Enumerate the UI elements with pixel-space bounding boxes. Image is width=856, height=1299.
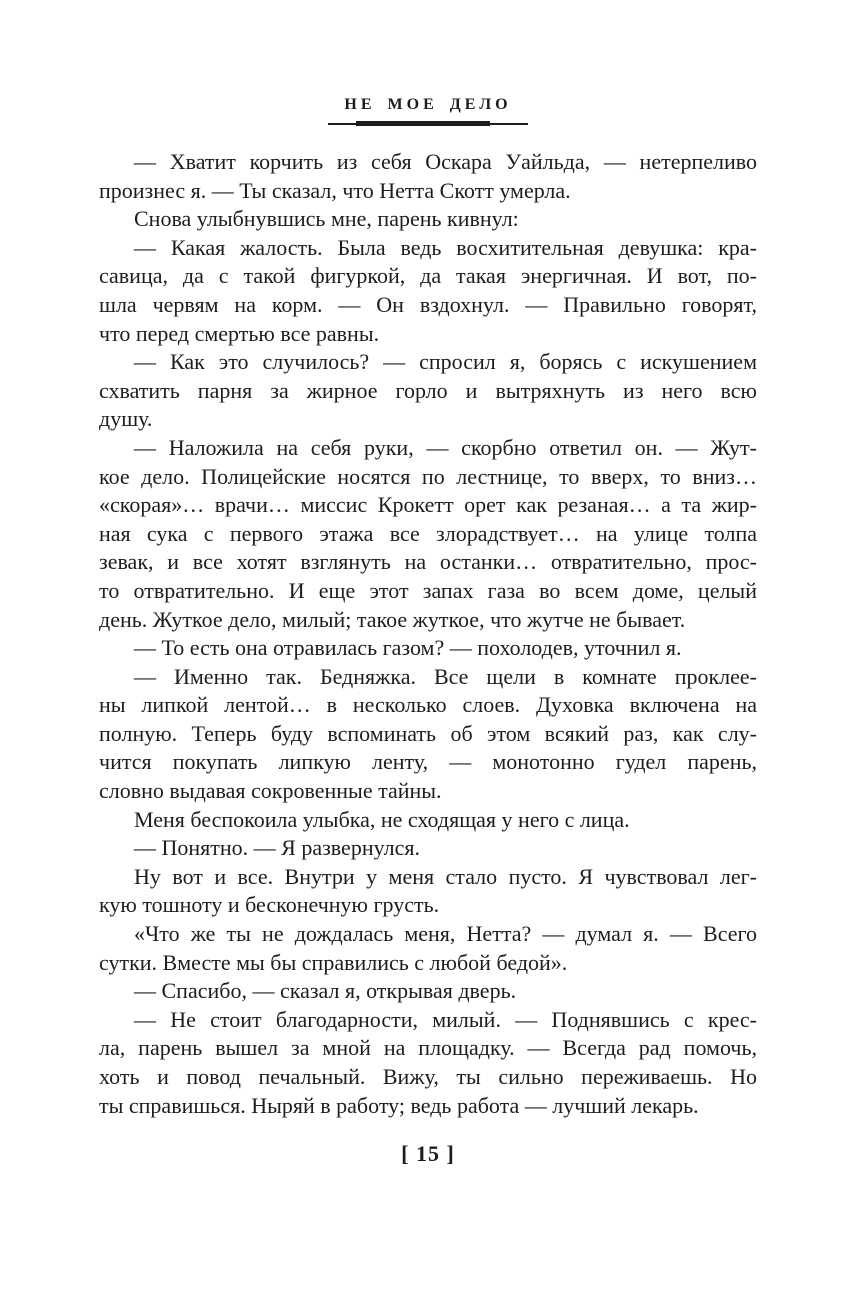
text-line: хоть и повод печальный. Вижу, ты сильно переживаешь. Но — [99, 1064, 757, 1089]
text-line: — Именно так. Бедняжка. Все щели в комнате проклее- — [134, 663, 757, 689]
text-line: «Что же ты не дождалась меня, Нетта? — думал я. — Всего — [134, 921, 757, 947]
text-line: произнес я. — Ты сказал, что Нетта Скотт умерла. — [99, 177, 571, 203]
text-line: сутки. Вместе мы бы справились с любой бедой». — [99, 949, 568, 975]
chapter-running-title: НЕ МОЕ ДЕЛО — [344, 96, 512, 113]
text-line: — Наложила на себя руки, — скорбно ответил он. — Жут- — [134, 434, 757, 460]
text-line: ла, парень вышел за мной на площадку. — Всегда рад помочь, — [99, 1035, 757, 1061]
text-line: — Как это случилось? — спросил я, борясь с искушением — [134, 349, 757, 375]
text-line: — Понятно. — Я развернулся. — [134, 835, 420, 861]
text-line: полную. Теперь буду вспоминать об этом всякий раз, как слу- — [99, 720, 757, 746]
text-line: — Не стоит благодарности, милый. — Поднявшись с крес- — [134, 1006, 757, 1032]
header-divider — [328, 121, 528, 127]
text-line: словно выдавая сокровенные тайны. — [99, 778, 442, 804]
header-divider-bar — [356, 121, 490, 126]
page-number: [ 15 ] — [401, 1141, 455, 1167]
text-line: — То есть она отравилась газом? — похолодев, уточнил я. — [134, 635, 682, 661]
text-line: шла червям на корм. — Он вздохнул. — Правильно говорят, — [99, 291, 757, 317]
text-line: схватить парня за жирное горло и вытряхнуть из него всю — [99, 377, 757, 403]
text-line: «скорая»… врачи… миссис Крокетт орет как резаная… а та жир- — [99, 492, 757, 518]
body-text — [99, 148, 757, 1120]
page-header — [99, 97, 757, 127]
text-line: Меня беспокоила улыбка, не сходящая у него с лица. — [134, 806, 630, 832]
text-line: Ну вот и все. Внутри у меня стало пусто. Я чувствовал лег- — [134, 863, 757, 889]
text-line: душу. — [99, 406, 153, 432]
text-line: чится покупать липкую ленту, — монотонно гудел парень, — [99, 749, 757, 775]
text-line: савица, да с такой фигуркой, да такая энергичная. И вот, по- — [99, 263, 757, 289]
text-line: что перед смертью все равны. — [99, 320, 380, 346]
text-line: то отвратительно. И еще этот запах газа во всем доме, целый — [99, 577, 757, 603]
page-footer — [99, 1141, 757, 1167]
text-line: кое дело. Полицейские носятся по лестнице, то вверх, то вниз… — [99, 463, 757, 489]
text-line: ная сука с первого этажа все злорадствует… на улице толпа — [99, 520, 757, 546]
text-line: день. Жуткое дело, милый; такое жуткое, что жутче не бывает. — [99, 606, 686, 632]
text-line: зевак, и все хотят взглянуть на останки… отвратительно, прос- — [99, 549, 757, 575]
text-line: ны липкой лентой… в несколько слоев. Духовка включена на — [99, 692, 757, 718]
text-line: кую тошноту и бесконечную грусть. — [99, 892, 440, 918]
text-line: — Какая жалость. Была ведь восхитительная девушка: кра- — [134, 234, 757, 260]
text-line: — Спасибо, — сказал я, открывая дверь. — [134, 978, 517, 1004]
text-line: Снова улыбнувшись мне, парень кивнул: — [134, 206, 519, 232]
text-line: ты справишься. Ныряй в работу; ведь работа — лучший лекарь. — [99, 1092, 699, 1118]
text-line: — Хватит корчить из себя Оскара Уайльда, — нетерпеливо — [134, 149, 757, 174]
